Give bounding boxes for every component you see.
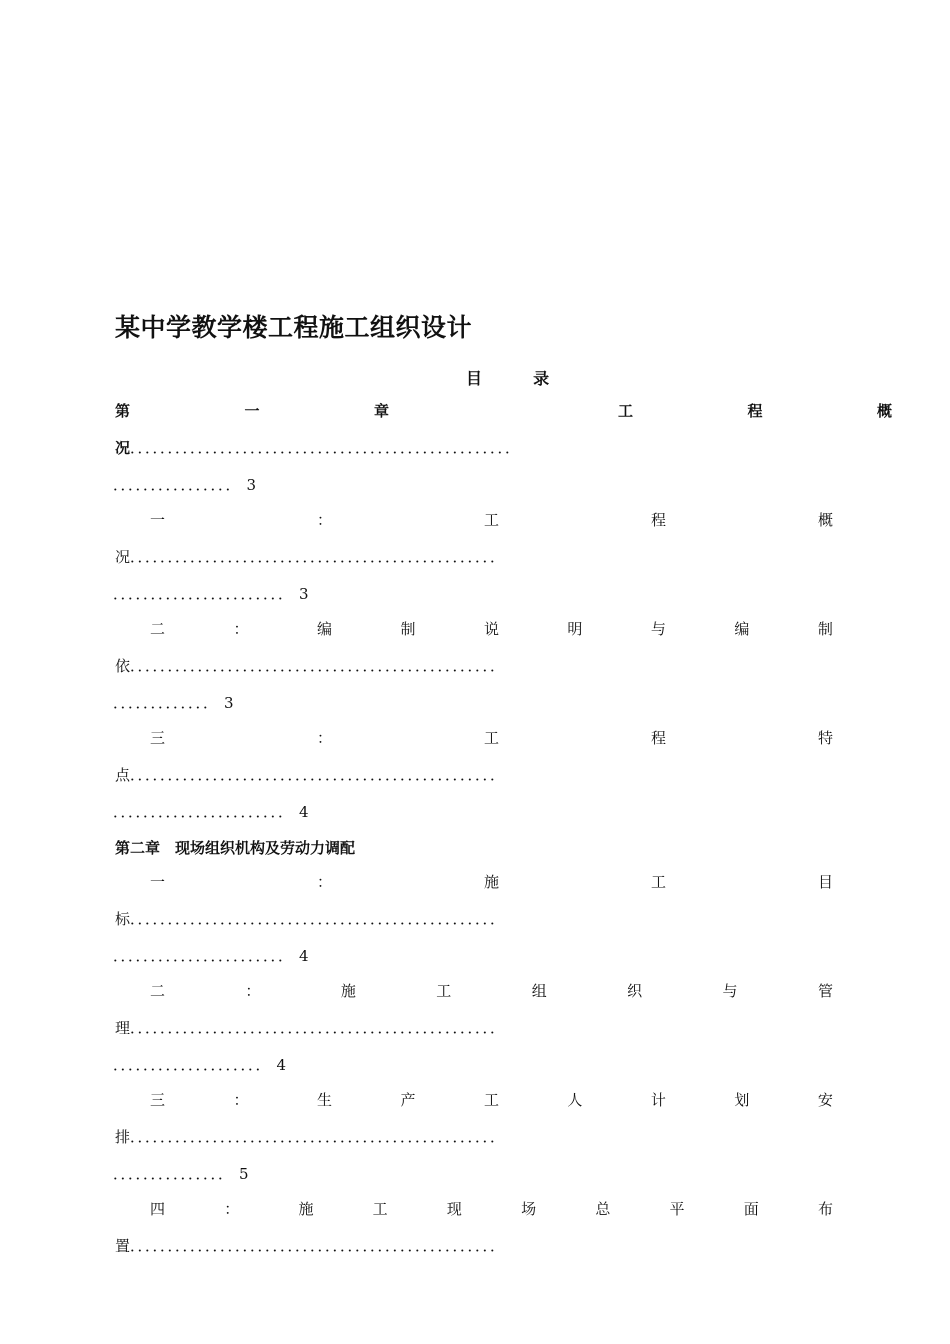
- toc-entry-title-char: 目: [817, 873, 833, 891]
- toc-entry-leader-row: [115, 438, 880, 458]
- toc-page-number: 4: [299, 947, 309, 965]
- document-title: 某中学教学楼工程施工组织设计: [115, 313, 473, 342]
- toc-entry-title-row: [115, 401, 892, 421]
- toc-entry-title-char: 与: [722, 982, 738, 1000]
- toc-entry-title-char: 制: [817, 620, 833, 638]
- toc-entry-title-row: [150, 981, 833, 1001]
- toc-leader-dots: ．．．．．．．．．．．．．: [113, 694, 219, 712]
- toc-entry-title-char: 一: [150, 511, 166, 529]
- toc-entry-leader-row: [115, 547, 823, 567]
- toc-entry-title-row: [150, 1199, 833, 1219]
- toc-entry-title-char: 管: [817, 982, 833, 1000]
- toc-entry-page-row: [113, 1055, 286, 1075]
- toc-entry-title-char: 工: [483, 511, 499, 529]
- toc-leader-dots: ．．．．．．．．．．．．．．．．．．．．．．．．．．．．．．．．．．．．．．．．．．．．．．．．．: [130, 1128, 506, 1146]
- toc-entry-title-char: 三: [150, 1091, 166, 1109]
- toc-entry-title-char: 施: [298, 1200, 314, 1218]
- toc-entry-title-char: 一: [244, 402, 260, 420]
- toc-entry-title-char: 工: [650, 873, 666, 891]
- toc-page-number: 4: [299, 803, 309, 821]
- toc-leader-dots: ．．．．．．．．．．．．．．．．．．．．．．．: [113, 947, 294, 965]
- toc-entry-title-char: 施: [483, 873, 499, 891]
- toc-entry-title-char: 概: [817, 511, 833, 529]
- toc-entry-title-last-char: 排: [115, 1128, 131, 1146]
- toc-entry-title-char: 编: [734, 620, 750, 638]
- toc-entry-title-char: 平: [669, 1200, 685, 1218]
- toc-leader-dots: ．．．．．．．．．．．．．．．．．．．．．．．．．．．．．．．．．．．．．．．．．．．．．．．．．: [130, 1237, 506, 1255]
- toc-entry-title-last-char: 置: [115, 1237, 131, 1255]
- toc-entry-title-char: 工: [483, 729, 499, 747]
- toc-entry-title-last-char: 标: [115, 910, 131, 928]
- toc-entry-title-last-char: 况: [115, 439, 131, 457]
- toc-page-number: 5: [239, 1165, 249, 1183]
- toc-entry-title-char: 工: [483, 1091, 499, 1109]
- toc-entry-title-char: ：: [316, 511, 332, 529]
- toc-entry-title-row: [150, 510, 833, 530]
- toc-entry-title-char: 特: [817, 729, 833, 747]
- toc-entry-leader-row: [115, 765, 823, 785]
- toc-entry-title-char: 工: [617, 402, 633, 420]
- toc-entry-title-row: [150, 619, 833, 639]
- toc-entry-title-char: 面: [743, 1200, 759, 1218]
- toc-entry-title-char: 概: [876, 402, 892, 420]
- toc-entry-title-char: 章: [374, 402, 390, 420]
- toc-leader-dots: ．．．．．．．．．．．．．．．．．．．．．．．．．．．．．．．．．．．．．．．．．．．．．．．．．: [130, 910, 506, 928]
- toc-entry-leader-row: [115, 1018, 823, 1038]
- toc-entry-title-char: 场: [521, 1200, 537, 1218]
- toc-entry-title-char: ：: [316, 873, 332, 891]
- toc-entry-title-char: 工: [372, 1200, 388, 1218]
- toc-page-number: 3: [299, 585, 309, 603]
- toc-entry-title-char: 人: [567, 1091, 583, 1109]
- toc-entry-title-char: 明: [567, 620, 583, 638]
- toc-entry-title-char: 说: [483, 620, 499, 638]
- toc-entry-title-char: 编: [316, 620, 332, 638]
- toc-entry-title-char: 工: [436, 982, 452, 1000]
- toc-entry-title-char: 总: [595, 1200, 611, 1218]
- toc-leader-dots: ．．．．．．．．．．．．．．．．．．．．．．．．．．．．．．．．．．．．．．．．．．．．．．．．．: [130, 766, 506, 784]
- toc-entry-title-char: 程: [650, 511, 666, 529]
- toc-entry-title-char: 程: [747, 402, 763, 420]
- toc-heading: [466, 366, 549, 389]
- toc-leader-dots: ．．．．．．．．．．．．．．．．．．．．．．．．．．．．．．．．．．．．．．．．．．．．．．．．．．．: [130, 439, 521, 457]
- toc-leader-dots: ．．．．．．．．．．．．．．．．．．．．．．．: [113, 803, 294, 821]
- toc-entry-title-last-char: 依: [115, 657, 131, 675]
- toc-entry-page-row: [113, 946, 309, 966]
- toc-entry-page-row: [113, 1164, 249, 1184]
- toc-entry-title-char: ：: [224, 1200, 240, 1218]
- toc-entry-page-row: [113, 475, 256, 495]
- toc-leader-dots: ．．．．．．．．．．．．．．．．．．．．．．．．．．．．．．．．．．．．．．．．．．．．．．．．．: [130, 548, 506, 566]
- toc-leader-dots: ．．．．．．．．．．．．．．．．．．．．．．．．．．．．．．．．．．．．．．．．．．．．．．．．．: [130, 1019, 506, 1037]
- toc-leader-dots: ．．．．．．．．．．．．．．．．．．．．: [113, 1056, 271, 1074]
- toc-leader-dots: ．．．．．．．．．．．．．．．: [113, 1165, 234, 1183]
- toc-entry-title-char: 布: [817, 1200, 833, 1218]
- toc-heading-char-2: 录: [533, 369, 550, 388]
- toc-entry-page-row: [113, 693, 234, 713]
- toc-entry-title-char: 一: [150, 873, 166, 891]
- toc-entry-title-row: [150, 728, 833, 748]
- toc-entry-page-row: [113, 584, 309, 604]
- toc-entry-title-char: 与: [650, 620, 666, 638]
- toc-entry-title-char: 织: [627, 982, 643, 1000]
- toc-entry-title-char: ：: [316, 729, 332, 747]
- toc-entry-title-char: 三: [150, 729, 166, 747]
- toc-entry-leader-row: [115, 909, 823, 929]
- toc-heading-char-1: 目: [466, 369, 483, 388]
- toc-entry-title-char: 四: [150, 1200, 166, 1218]
- toc-entry-title-char: 划: [734, 1091, 750, 1109]
- toc-entry-title-last-char: 理: [115, 1019, 131, 1037]
- toc-entry-title-row: [150, 872, 833, 892]
- toc-entry-title-char: 计: [650, 1091, 666, 1109]
- toc-entry-title-char: 二: [150, 982, 166, 1000]
- toc-entry-leader-row: [115, 1236, 823, 1256]
- toc-page-number: 3: [246, 476, 257, 494]
- toc-leader-dots: ．．．．．．．．．．．．．．．．．．．．．．．．．．．．．．．．．．．．．．．．．．．．．．．．．: [130, 657, 506, 675]
- toc-entry-title-char: ：: [233, 1091, 249, 1109]
- toc-entry-page-row: [113, 802, 309, 822]
- toc-entry-title-char: 产: [400, 1091, 416, 1109]
- toc-entry-title-char: ：: [233, 620, 249, 638]
- toc-page-number: 4: [276, 1056, 287, 1074]
- toc-entry-title-char: 组: [531, 982, 547, 1000]
- toc-chapter-heading: 第二章 现场组织机构及劳动力调配: [115, 839, 356, 857]
- toc-entry-title-char: 程: [650, 729, 666, 747]
- toc-entry-title-last-char: 点: [115, 766, 131, 784]
- toc-entry-leader-row: [115, 656, 823, 676]
- toc-entry-title-char: 生: [316, 1091, 332, 1109]
- toc-leader-dots: ．．．．．．．．．．．．．．．．．．．．．．．: [113, 585, 294, 603]
- toc-entry-leader-row: [115, 1127, 823, 1147]
- toc-entry-title-char: 制: [400, 620, 416, 638]
- toc-entry-title-last-char: 况: [115, 548, 131, 566]
- toc-leader-dots: ．．．．．．．．．．．．．．．．: [113, 476, 241, 494]
- toc-page-number: 3: [224, 694, 234, 712]
- toc-entry-title-char: ：: [245, 982, 261, 1000]
- toc-entry-title-row: [150, 1090, 833, 1110]
- toc-entry-title-char: 第: [115, 402, 131, 420]
- toc-entry-title-char: 安: [817, 1091, 833, 1109]
- toc-entry-title-char: 二: [150, 620, 166, 638]
- toc-entry-title-char: 施: [340, 982, 356, 1000]
- toc-entry-title-char: 现: [446, 1200, 462, 1218]
